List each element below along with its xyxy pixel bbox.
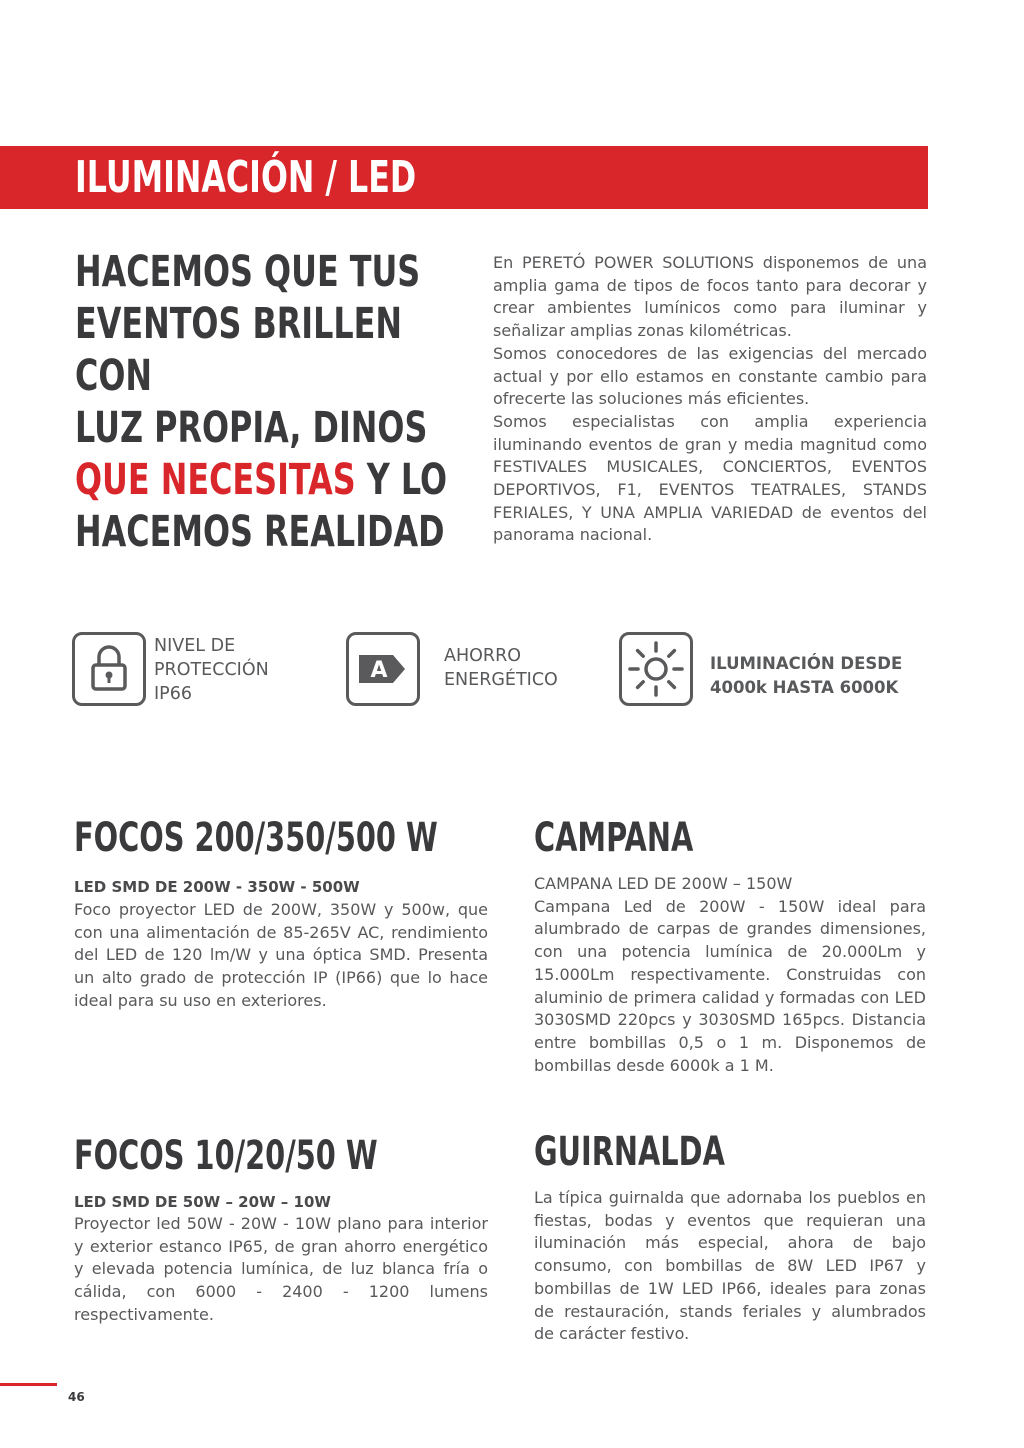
- product-body-guirnalda: La típica guirnalda que adornaba los pueblos en fiestas, bodas y eventos que requieran una iluminación más especial, ahora de bajo consumo, con bombillas de 8W LED IP67 y bombillas de 1W LED IP66, ideales para zonas de restauración, stands feriales y alumbrados de carácter festivo.: [534, 1188, 926, 1344]
- headline-line: EVENTOS BRILLEN CON: [75, 299, 402, 401]
- product-subtitle-campana: CAMPANA LED DE 200W – 150W: [534, 874, 793, 893]
- headline-rest: Y LO: [355, 455, 448, 505]
- product-body-focos-big: Foco proyector LED de 200W, 350W y 500w, que con una alimentación de 85-265V AC, rendimiento del LED de 120 lm/W y una óptica SMD. Presenta un alto grado de protección IP (IP66) que lo hace ideal para su uso en exteriores.: [74, 900, 488, 1010]
- headline-line: HACEMOS REALIDAD: [75, 507, 445, 557]
- product-subtitle-focos-small: LED SMD DE 50W – 20W – 10W: [74, 1193, 331, 1211]
- feature-lighting: [619, 632, 919, 708]
- feature-label: AHORRO ENERGÉTICO: [444, 646, 558, 690]
- product-body-campana: CAMPANA LED DE 200W – 150W Campana Led de 200W - 150W ideal para alumbrado de carpas de grandes dimensiones, con una potencia lumínica de 20.000Lm y 15.000Lm respectivamente. Construidas con aluminio de primera calidad y formadas con LED 3030SMD 220pcs y 3030SMD 165pcs. Distancia entre bombillas 0,5 o 1 m. Disponemos de bombillas desde 6000k a 1 M.: [534, 874, 926, 1075]
- product-subtitle-focos-big: LED SMD DE 200W - 350W - 500W: [74, 878, 360, 896]
- product-title-campana: CAMPANA: [534, 815, 694, 861]
- intro-paragraph: Somos especialistas con amplia experiencia iluminando eventos de gran y media magnitud como FESTIVALES MUSICALES, CONCIERTOS, EVENTOS DEPORTIVOS, F1, EVENTOS TEATRALES, STANDS FERIALES, Y UNA AMPLIA VARIEDAD de eventos del panorama nacional.: [493, 411, 927, 545]
- headline: [75, 246, 460, 558]
- headline-line: HACEMOS QUE TUS: [75, 247, 421, 297]
- page-number: 46: [68, 1390, 85, 1404]
- svg-text:A: A: [370, 658, 388, 683]
- product-title-focos-small: FOCOS 10/20/50 W: [74, 1133, 378, 1179]
- product-body-focos-small: Proyector led 50W - 20W - 10W plano para interior y exterior estanco IP65, de gran ahorro energético y elevada potencia lumínica, de luz blanca fría o cálida, con 6000 - 2400 - 1200 lumens respectivamente.: [74, 1214, 488, 1324]
- feature-label: ILUMINACIÓN DESDE 4000k HASTA 6000K: [710, 654, 903, 697]
- headline-line: LUZ PROPIA, DINOS: [75, 403, 428, 453]
- energy-class-a-icon: [346, 632, 420, 706]
- intro-paragraph: En PERETÓ POWER SOLUTIONS disponemos de una amplia gama de tipos de focos tanto para decorar y crear ambientes lumínicos como para iluminar y señalizar amplias zonas kilométricas.: [493, 253, 927, 341]
- headline-accent: QUE NECESITAS: [75, 455, 356, 505]
- product-title-guirnalda: GUIRNALDA: [534, 1129, 725, 1175]
- product-title-focos-big: FOCOS 200/350/500 W: [74, 815, 438, 861]
- intro-paragraph: Somos conocedores de las exigencias del mercado actual y por ello estamos en constante cambio para ofrecerte las soluciones más eficientes.: [493, 343, 927, 409]
- headline-line: [75, 454, 460, 506]
- page-title: ILUMINACIÓN / LED: [75, 152, 417, 203]
- padlock-icon: [72, 632, 146, 706]
- feature-protection: [72, 632, 332, 708]
- feature-energy: [346, 632, 596, 708]
- footer-rule: [0, 1383, 57, 1386]
- intro-text: [493, 252, 927, 547]
- feature-label: NIVEL DE PROTECCIÓN IP66: [154, 636, 269, 704]
- sun-icon: [619, 632, 693, 706]
